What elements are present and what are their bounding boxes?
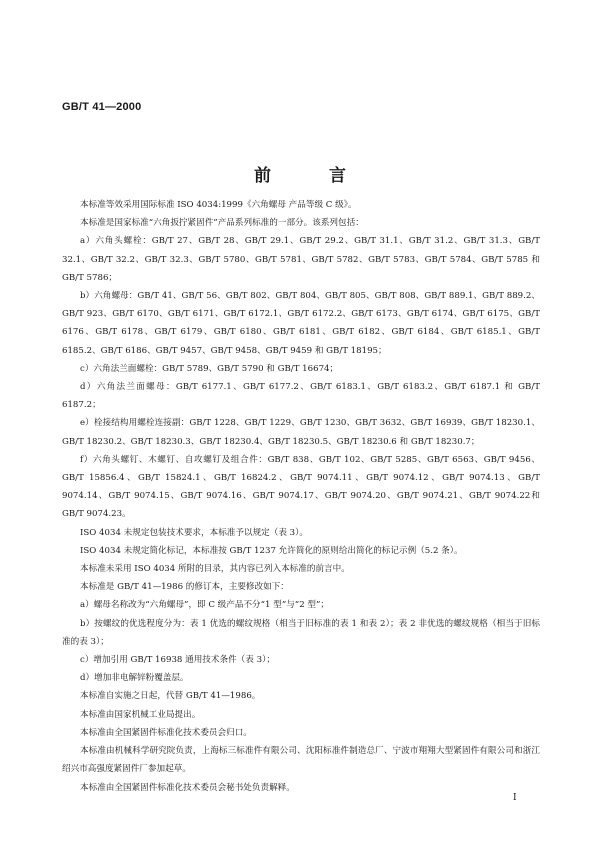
- list-item: d）增加非电解锌粉覆盖层。: [80, 673, 189, 684]
- paragraph: ISO 4034 未规定包装技术要求，本标准予以规定（表 3）。: [80, 527, 309, 538]
- paragraph: ISO 4034 未规定简化标记，本标准按 GB/T 1237 允许简化的原则给出简化的标记示例（5.2 条）。: [80, 545, 463, 556]
- paragraph: 本标准由机械科学研究院负责，上海标三标准件有限公司、沈阳标准件制造总厂、宁波市翔翔大型紧固件有限公司和浙江绍兴市高强度紧固件厂参加起草。: [62, 746, 540, 775]
- paragraph: 本标准未采用 ISO 4034 所附的目录，其内容已列入本标准的前言中。: [80, 564, 350, 575]
- list-item: f）六角头螺钉、木螺钉、自攻螺钉及组合件：GB/T 838、GB/T 102、GB/T 5285、GB/T 6563、GB/T 9456、GB/T 15856.4、GB/T 15824.1、GB/T 16824.2、GB/T 9074.11、GB/T 9074.12、GB/T 9074.13、GB/T 9074.14、GB/T 9074.15、GB/T 9074.16、GB/T 9074.17、GB/T 9074.20、GB/T 9074.21、GB/T 9074.22和 GB/T 9074.23。: [62, 454, 540, 520]
- list-item: c）六角法兰面螺栓：GB/T 5789、GB/T 5790 和 GB/T 16674；: [80, 363, 339, 374]
- list-item: c）增加引用 GB/T 16938 通用技术条件（表 3）；: [80, 655, 275, 666]
- list-item: a）六角头螺栓：GB/T 27、GB/T 28、GB/T 29.1、GB/T 29.2、GB/T 31.1、GB/T 31.2、GB/T 31.3、GB/T 32.1、GB/T 32.2、GB/T 32.3、GB/T 5780、GB/T 5781、GB/T 5782、GB/T 5783、GB/T 5784、GB/T 5785 和 GB/T 5786；: [62, 236, 540, 283]
- paragraph: 本标准由全国紧固件标准化技术委员会归口。: [80, 727, 252, 738]
- page-number: I: [513, 793, 517, 803]
- paragraph: 本标准由国家机械工业局提出。: [80, 709, 201, 720]
- preface-body: [62, 196, 540, 797]
- list-item: d）六角法兰面螺母：GB/T 6177.1、GB/T 6177.2、GB/T 6183.1、GB/T 6183.2、GB/T 6187.1 和 GB/T 6187.2；: [62, 382, 540, 411]
- paragraph: 本标准自实施之日起，代替 GB/T 41—1986。: [80, 691, 261, 702]
- list-item: e）栓接结构用螺栓连接副：GB/T 1228、GB/T 1229、GB/T 1230、GB/T 3632、GB/T 16939、GB/T 18230.1、GB/T 18230.2、GB/T 18230.3、GB/T 18230.4、GB/T 18230.5、GB/T 18230.6 和 GB/T 18230.7；: [62, 418, 540, 447]
- paragraph: 本标准等效采用国际标准 ISO 4034:1999《六角螺母 产品等级 C 级》。: [80, 200, 357, 210]
- paragraph: 本标准是国家标准“六角扳拧紧固件”产品系列标准的一部分。该系列包括：: [80, 218, 364, 229]
- paragraph: 本标准是 GB/T 41—1986 的修订本，主要修改如下：: [80, 582, 289, 593]
- list-item: a）螺母名称改为“六角螺母”，即 C 级产品不分“1 型”与“2 型”；: [80, 600, 329, 611]
- list-item: b）六角螺母：GB/T 41、GB/T 56、GB/T 802、GB/T 804、GB/T 805、GB/T 808、GB/T 889.1、GB/T 889.2、GB/T 923、GB/T 6170、GB/T 6171、GB/T 6172.1、GB/T 6172.2、GB/T 6173、GB/T 6174、GB/T 6175、GB/T 6176、GB/T 6178、GB/T 6179、GB/T 6180、GB/T 6181、GB/T 6182、GB/T 6184、GB/T 6185.1、GB/T 6185.2、GB/T 6186、GB/T 9457、GB/T 9458、GB/T 9459 和 GB/T 18195；: [62, 291, 540, 356]
- list-item: b）按螺纹的优选程度分为：表 1 优选的螺纹规格（相当于旧标准的表 1 和表 2）；表 2 非优选的螺纹规格（相当于旧标准的表 3）；: [62, 618, 540, 647]
- standard-number-header: GB/T 41—2000: [62, 101, 142, 113]
- paragraph: 本标准由全国紧固件标准化技术委员会秘书处负责解释。: [80, 782, 295, 793]
- page-title: 前 言: [254, 166, 372, 186]
